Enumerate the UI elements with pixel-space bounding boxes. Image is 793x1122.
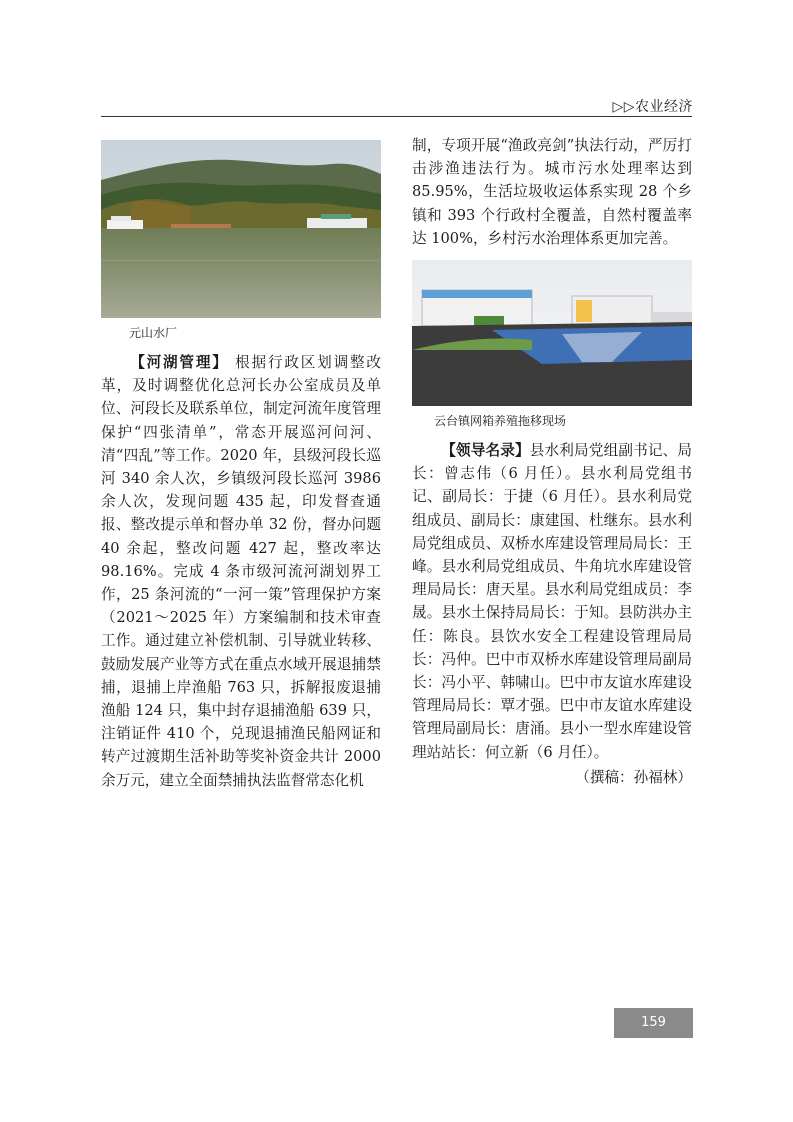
photo-caption-right: 云台镇网箱养殖拖移现场 [434, 414, 567, 429]
photo-yuntai-cage-farming [412, 260, 692, 406]
section-header: ▷▷农业经济 [612, 99, 693, 115]
byline: （撰稿：孙福林） [575, 768, 692, 786]
right-column [412, 137, 692, 789]
continued-paragraph: 制，专项开展“渔政亮剑”执法行动，严厉打击涉渔违法行为。城市污水处理率达到 85.95%，生活垃圾收运体系实现 28 个乡镇和 393 个行政村全覆盖，自然村覆盖率达 100%，乡村污水治理体系更加完善。 [412, 137, 692, 247]
leaders-paragraph [412, 439, 692, 764]
page-number: 159 [614, 1008, 693, 1038]
river-management-paragraph [101, 351, 381, 792]
photo-caption-left: 元山水厂 [129, 326, 178, 340]
leaders-text: 县水利局党组副书记、局长：曾志伟（6 月任）。县水利局党组书记、副局长：于捷（6 月任）。县水利局党组成员、副局长：康建国、杜继东。县水利局党组成员、双桥水库建设管理局局长：王峰。县水利局党组成员、牛角坑水库建设管理局局长：唐天星。县水利局党组成员：李晟。县水土保持局局长：于知。县防洪办主任：陈良。县饮水安全工程建设管理局局长：冯仲。巴中市双桥水库建设管理局副局长：冯小平、韩啸山。巴中市友谊水库建设管理局局长：覃才强。巴中市友谊水库建设管理局副局长：唐涌。县小一型水库建设管理站站长：何立新（6 月任）。 [412, 442, 692, 761]
photo-yuanshan-water-plant [101, 140, 381, 318]
leaders-heading: 【领导名录】 [441, 442, 530, 460]
header-divider [101, 116, 692, 117]
river-management-text: 根据行政区划调整改革，及时调整优化总河长办公室成员及单位、河段长及联系单位，制定河流年度管理保护“四张清单”，常态开展巡河问河、清“四乱”等工作。2020 年，县级河段长巡河 340 余人次，乡镇级河段长巡河 3986 余人次，发现问题 435 起，印发督查通报、整改提示单和督办单 32 份，督办问题 40 余起，整改问题 427 起，整改率达 98.16%。完成 4 条市级河流河湖划界工作，25 条河流的“一河一策”管理保护方案（2021～2025 年）方案编制和技术审查工作。通过建立补偿机制、引导就业转移、鼓励发展产业等方式在重点水域开展退捕禁捕，退捕上岸渔船 763 只，拆解报废退捕渔船 124 只，集中封存退捕渔船 639 只，注销证件 410 个，兑现退捕渔民船网证和转产过渡期生活补助等奖补资金共计 2000 余万元，建立全面禁捕执法监督常态化机 [101, 354, 381, 789]
left-column [101, 140, 381, 792]
river-management-heading: 【河湖管理】 [130, 354, 229, 371]
